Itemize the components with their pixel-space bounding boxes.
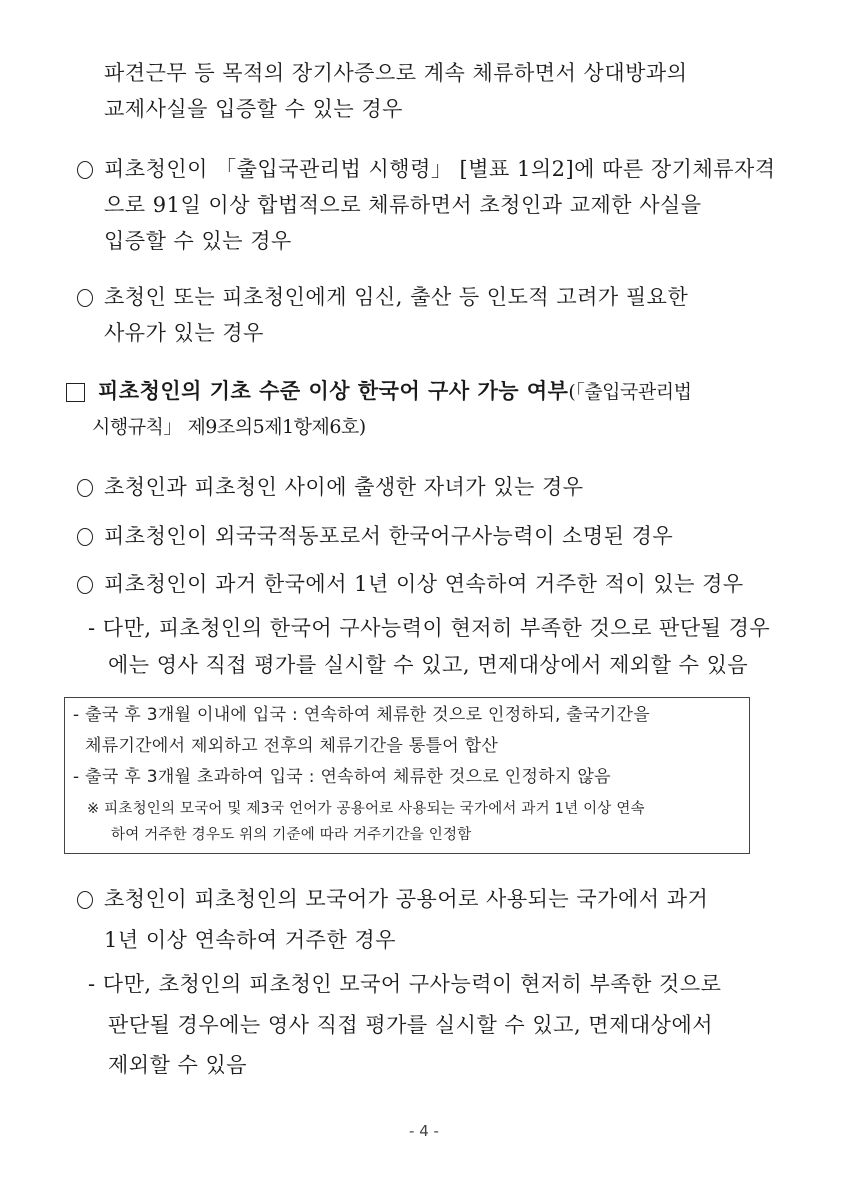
dash-note-1-line-1: - 다만, 피초청인의 한국어 구사능력이 현저히 부족한 것으로 판단될 경우: [88, 616, 771, 640]
dash-note-1-line-2: 에는 영사 직접 평가를 실시할 수 있고, 면제대상에서 제외할 수 있음: [108, 653, 749, 677]
bullet-2-line-2: 사유가 있는 경우: [104, 321, 264, 345]
box-line-2: 체류기간에서 제외하고 전후의 체류기간을 통틀어 합산: [85, 736, 499, 756]
square-heading-icon: [66, 383, 85, 402]
page-number: - 4 -: [409, 1122, 439, 1140]
dash-note-2-text: 다만, 초청인의 피초청인 모국어 구사능력이 현저히 부족한 것으로: [102, 972, 722, 996]
dash-note-2-line-3: 제외할 수 있음: [108, 1053, 248, 1077]
continuation-line-2: 교제사실을 입증할 수 있는 경우: [104, 97, 403, 121]
bullet-1-line-3: 입증할 수 있는 경우: [104, 229, 292, 253]
circle-bullet-icon: [77, 479, 93, 497]
circle-bullet-icon: [77, 891, 93, 909]
bullet-3-line-1: 초청인과 피초청인 사이에 출생한 자녀가 있는 경우: [104, 475, 584, 499]
bullet-6-line-1: 초청인이 피초청인의 모국어가 공용어로 사용되는 국가에서 과거: [104, 887, 709, 911]
bullet-6-line-2: 1년 이상 연속하여 거주한 경우: [104, 928, 396, 952]
box-note-line-1: ※ 피초청인의 모국어 및 제3국 언어가 공용어로 사용되는 국가에서 과거 1년 이상 연속: [87, 801, 645, 817]
bullet-1-line-2: 으로 91일 이상 합법적으로 체류하면서 초청인과 교제한 사실을: [104, 193, 702, 217]
section-reference-line-2: 시행규칙」 제9조의5제1항제6호): [92, 416, 366, 438]
circle-bullet-icon: [77, 161, 93, 179]
bullet-1-line-1: 피초청인이 「출입국관리법 시행령」 [별표 1의2]에 따른 장기체류자격: [104, 157, 776, 181]
dash-note-1-text: 다만, 피초청인의 한국어 구사능력이 현저히 부족한 것으로 판단될 경우: [102, 616, 771, 640]
bullet-2-line-1: 초청인 또는 피초청인에게 임신, 출산 등 인도적 고려가 필요한: [104, 285, 689, 309]
section-heading: [98, 378, 691, 405]
box-line-3: - 출국 후 3개월 초과하여 입국 : 연속하여 체류한 것으로 인정하지 않음: [73, 767, 611, 787]
section-title: 피초청인의 기초 수준 이상 한국어 구사 가능 여부: [98, 378, 569, 403]
dash-note-2-line-2: 판단될 경우에는 영사 직접 평가를 실시할 수 있고, 면제대상에서: [108, 1013, 714, 1037]
residence-period-note-box: [64, 697, 750, 854]
dash-note-2-line-1: - 다만, 초청인의 피초청인 모국어 구사능력이 현저히 부족한 것으로: [88, 972, 722, 996]
section-reference: (「출입국관리법: [568, 381, 692, 403]
circle-bullet-icon: [77, 576, 93, 594]
bullet-5-line-1: 피초청인이 과거 한국에서 1년 이상 연속하여 거주한 적이 있는 경우: [104, 572, 744, 596]
box-line-1: - 출국 후 3개월 이내에 입국 : 연속하여 체류한 것으로 인정하되, 출국기간을: [73, 705, 650, 725]
circle-bullet-icon: [77, 528, 93, 546]
bullet-4-line-1: 피초청인이 외국국적동포로서 한국어구사능력이 소명된 경우: [104, 524, 674, 548]
circle-bullet-icon: [77, 289, 93, 307]
continuation-line-1: 파견근무 등 목적의 장기사증으로 계속 체류하면서 상대방과의: [104, 61, 688, 85]
box-note-line-2: 하여 거주한 경우도 위의 기준에 따라 거주기간을 인정함: [111, 827, 472, 843]
